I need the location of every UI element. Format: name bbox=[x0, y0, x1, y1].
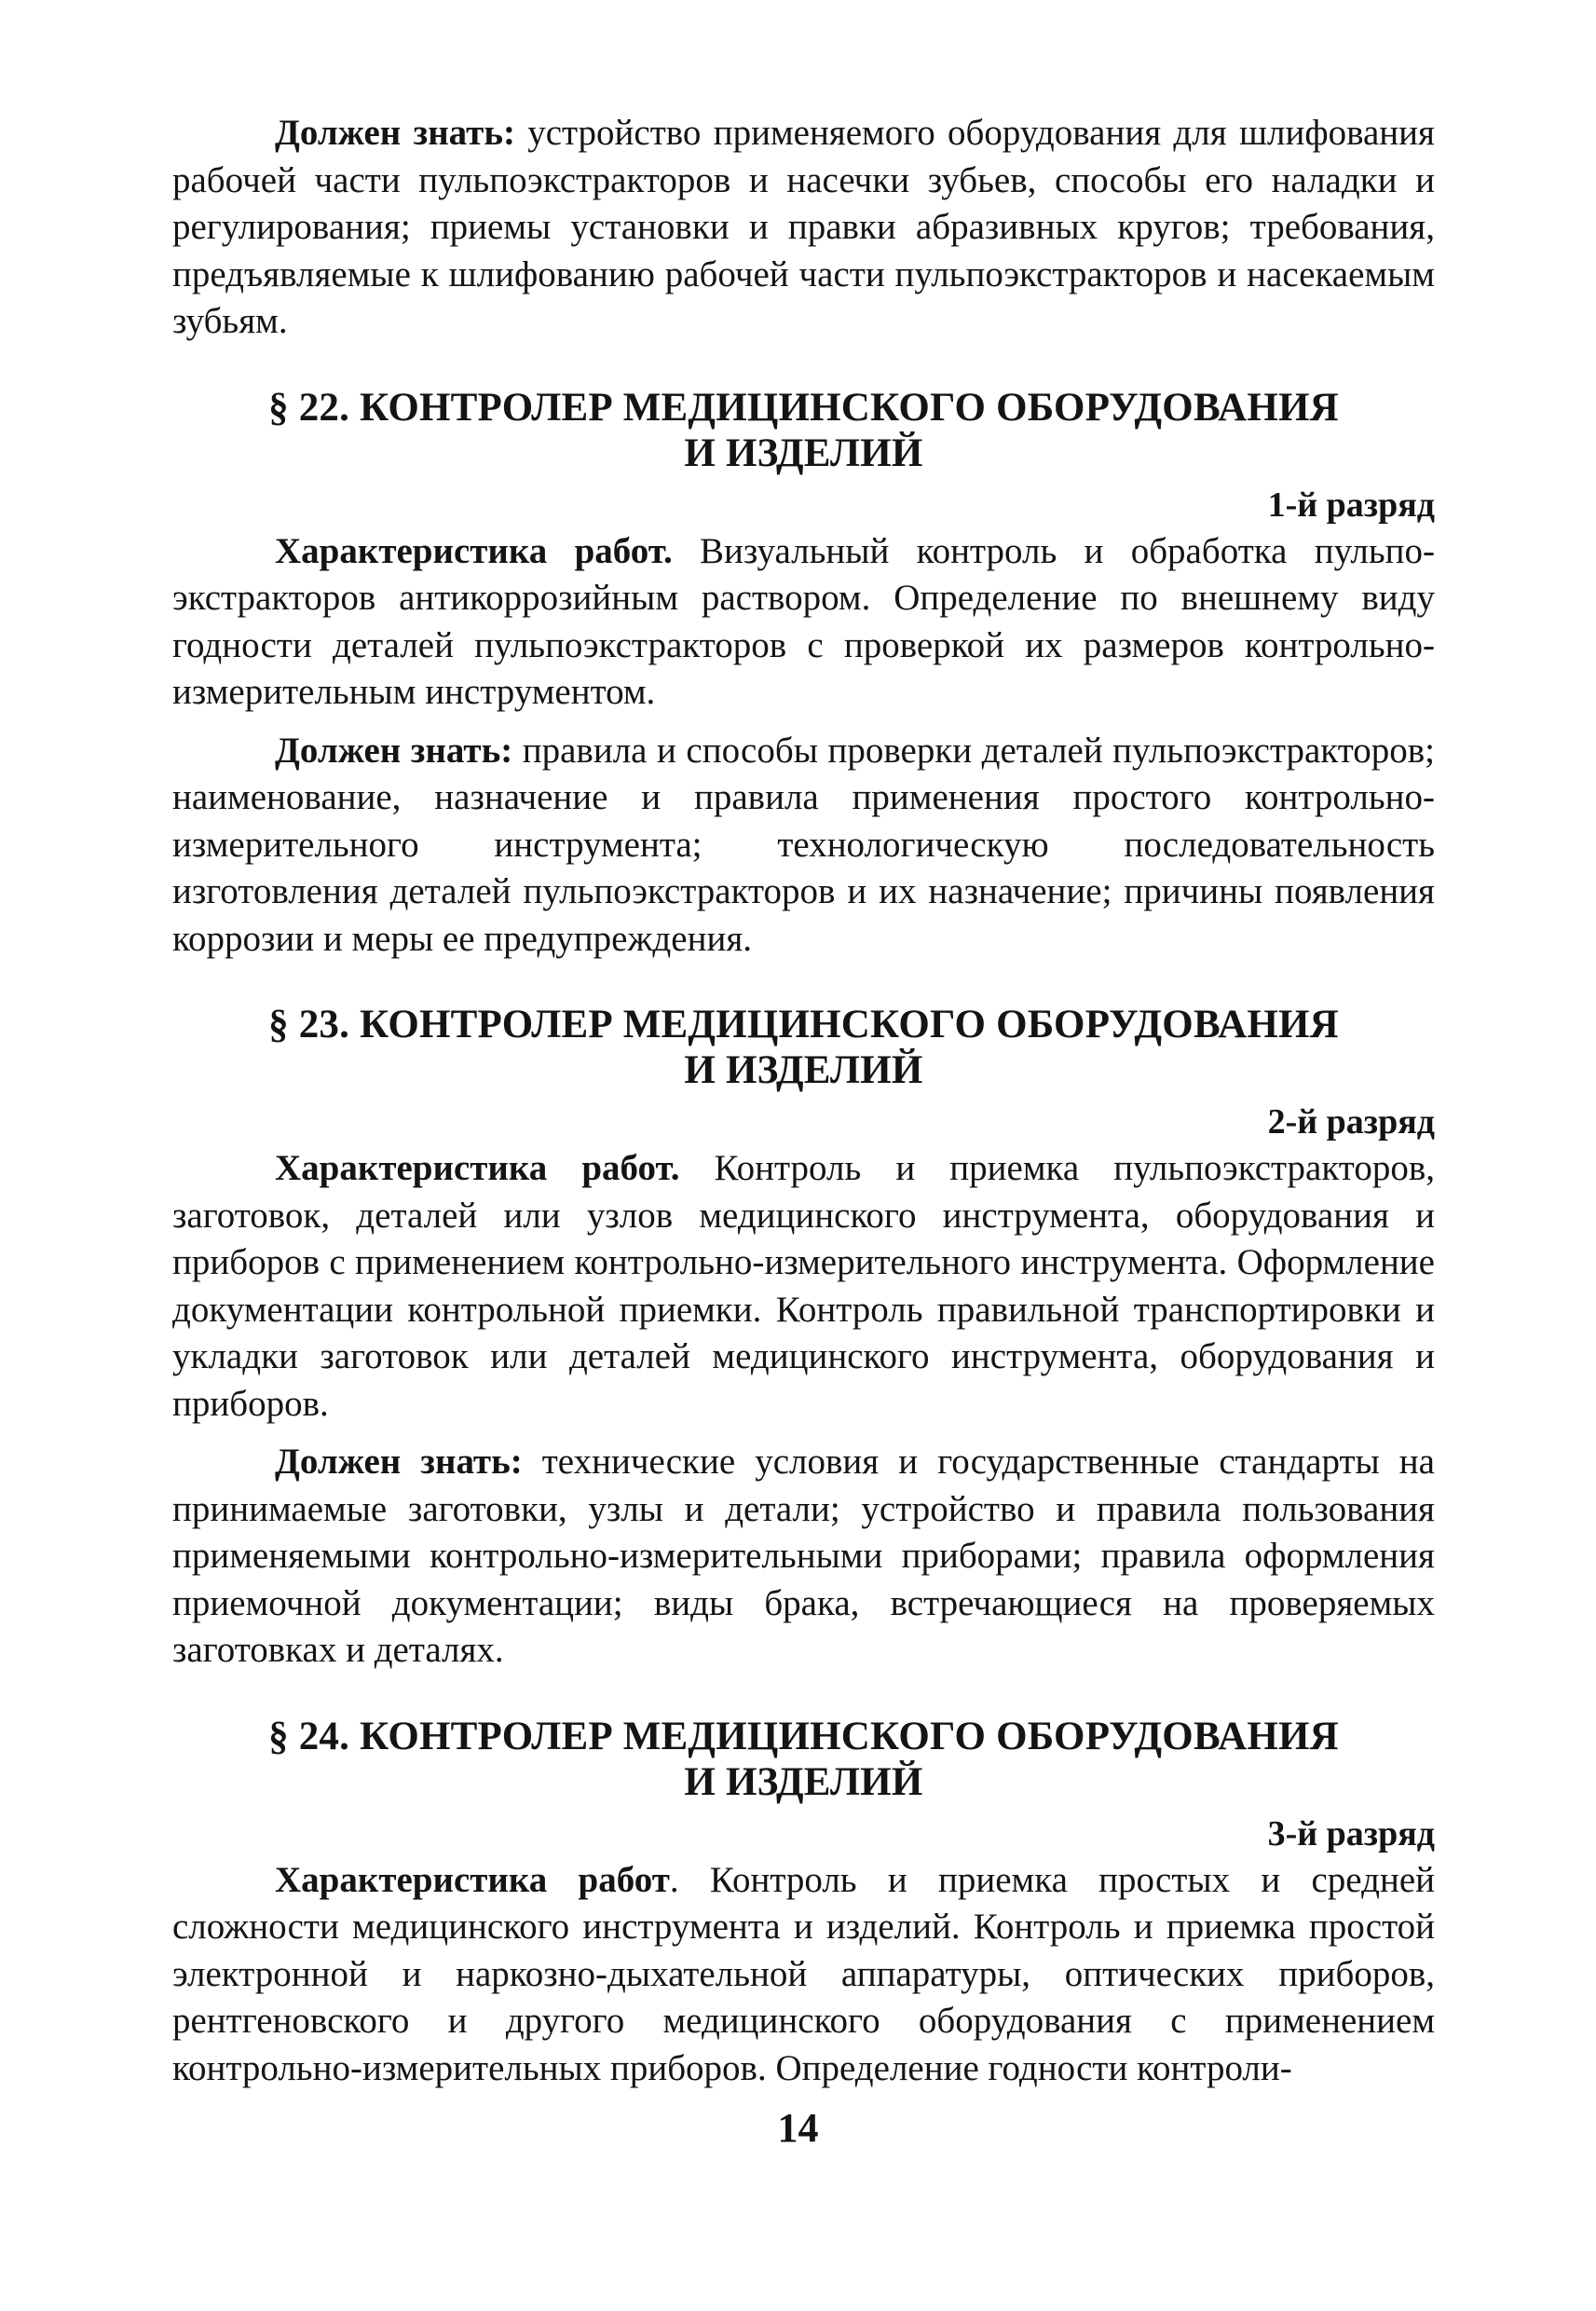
section-23 bbox=[172, 1002, 1435, 1675]
know-text: технические условия и государственные стандарты на принимаемые заготовки, узлы и детали; устройство и правила пользования применяемыми контрольно-измерительными приборами; правила оформления приемочной документации; виды брака, встречающиеся на проверяемых заготовках и деталях. bbox=[172, 1442, 1435, 1670]
know-lead: Должен знать: bbox=[275, 730, 513, 771]
work-text: Визуальный контроль и обработка пульпоэкстракторов антикоррозийным раствором. Определение по внешнему виду годности деталей пульпоэкстракторов с проверкой их размеров контрольно-измерительным инструментом. bbox=[172, 530, 1435, 712]
know-text: правила и способы проверки деталей пульпоэкстракторов; наименование, назначение и правила применения простого контрольно-измерительного инструмента; технологическую последовательность изготовления деталей пульпоэкстракторов и их назначение; причины появления коррозии и меры ее предупреждения. bbox=[172, 730, 1435, 959]
intro-lead: Должен знать: bbox=[275, 113, 515, 153]
section-23-know-paragraph bbox=[172, 1439, 1435, 1675]
section-24-title bbox=[172, 1714, 1435, 1805]
section-23-work-paragraph bbox=[172, 1145, 1435, 1428]
section-24 bbox=[172, 1714, 1435, 2093]
section-24-grade: 3-й разряд bbox=[1267, 1813, 1435, 1853]
section-title-line1: § 24. КОНТРОЛЕР МЕДИЦИНСКОГО ОБОРУДОВАНИЯ bbox=[268, 1714, 1339, 1758]
section-22-title bbox=[172, 385, 1435, 476]
document-page bbox=[172, 110, 1435, 2092]
intro-text: устройство применяемого оборудования для шлифования рабочей части пульпоэкстракторов и насечки зубьев, способы его наладки и регулирования; приемы установки и правки абразивных кругов; требования, предъявляемые к шлифованию рабочей части пульпоэкстракторов и насекаемым зубьям. bbox=[172, 113, 1435, 341]
work-lead: Характеристика работ. bbox=[275, 1148, 680, 1188]
section-title-line2: И ИЗДЕЛИЙ bbox=[684, 431, 923, 475]
page-number: 14 bbox=[777, 2105, 819, 2151]
section-title-line1: § 23. КОНТРОЛЕР МЕДИЦИНСКОГО ОБОРУДОВАНИЯ bbox=[268, 1003, 1339, 1046]
section-22 bbox=[172, 385, 1435, 964]
section-23-title bbox=[172, 1002, 1435, 1093]
know-lead: Должен знать: bbox=[275, 1442, 523, 1482]
section-24-work-paragraph bbox=[172, 1857, 1435, 2093]
section-title-line2: И ИЗДЕЛИЙ bbox=[684, 1759, 923, 1804]
section-22-work-paragraph bbox=[172, 528, 1435, 717]
work-text: . Контроль и приемка простых и средней сложности медицинского инструмента и изделий. Контроль и приемка простой электронной и наркозно-дыхательной аппаратуры, оптических приборов, рентгеновского и другого медицинского оборудования с применением контрольно-измерительных приборов. Определение годности контроли- bbox=[172, 1859, 1435, 2088]
section-title-line2: И ИЗДЕЛИЙ bbox=[684, 1048, 923, 1092]
section-22-grade: 1-й разряд bbox=[1267, 485, 1435, 525]
work-text: Контроль и приемка пульпоэкстракторов, заготовок, деталей или узлов медицинского инструмента, оборудования и приборов с применением контрольно-измерительного инструмента. Оформление документации контрольной приемки. Контроль правильной транспортировки и укладки заготовок или деталей медицинского инструмента, оборудования и приборов. bbox=[172, 1148, 1435, 1424]
section-title-line1: § 22. КОНТРОЛЕР МЕДИЦИНСКОГО ОБОРУДОВАНИЯ bbox=[268, 385, 1339, 430]
work-lead: Характеристика работ bbox=[275, 1859, 670, 1900]
section-22-know-paragraph bbox=[172, 728, 1435, 964]
work-lead: Характеристика работ. bbox=[275, 530, 673, 571]
intro-paragraph bbox=[172, 110, 1435, 346]
section-23-grade: 2-й разряд bbox=[1267, 1102, 1435, 1142]
